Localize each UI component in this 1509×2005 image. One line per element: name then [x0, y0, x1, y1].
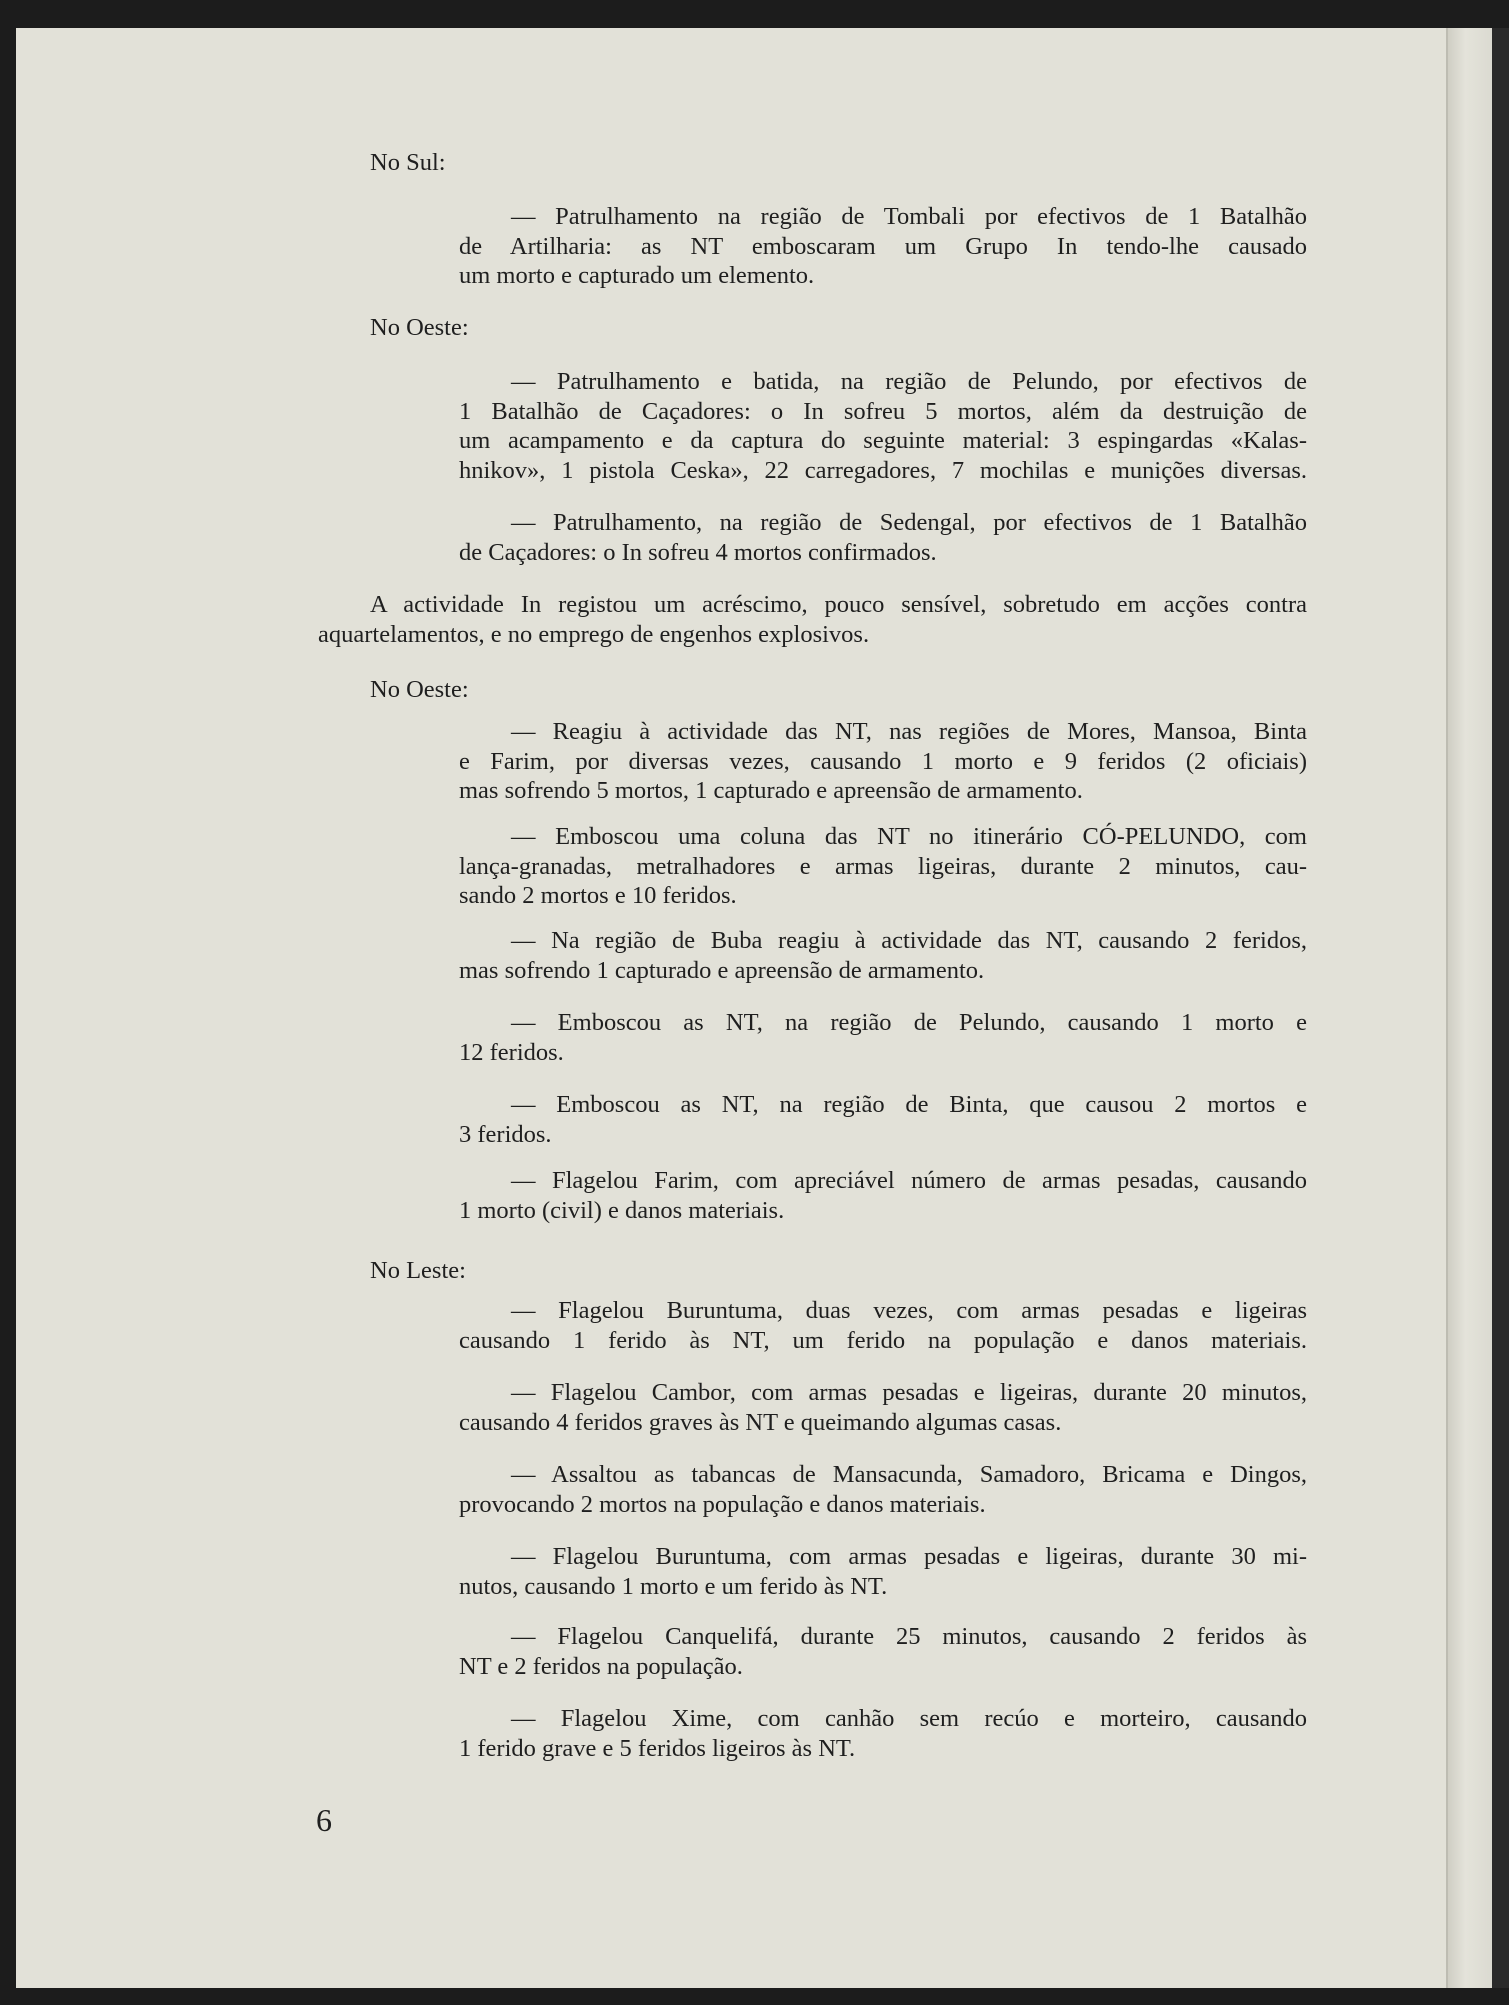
text-line: — Emboscou as NT, na região de Pelundo, causando 1 morto e: [511, 1009, 1307, 1036]
text-line: — Assaltou as tabancas de Mansacunda, Samadoro, Bricama e Dingos,: [511, 1461, 1307, 1488]
text-line: — Emboscou uma coluna das NT no itinerário CÓ-PELUNDO, com: [511, 823, 1307, 850]
text-line: 3 feridos.: [459, 1120, 552, 1148]
text-line: um morto e capturado um elemento.: [459, 262, 815, 289]
page-fold: [1446, 28, 1498, 1988]
heading-leste: No Leste:: [370, 1257, 466, 1284]
paragraph-buruntuma-1: [459, 1296, 1307, 1355]
heading-oeste-2: No Oeste:: [370, 676, 469, 703]
paragraph-cambor: [459, 1378, 1307, 1437]
text-line: mas sofrendo 5 mortos, 1 capturado e apreensão de armamento.: [459, 777, 1083, 804]
text-line: e Farim, por diversas vezes, causando 1 morto e 9 feridos (2 oficiais): [459, 747, 1307, 775]
text-line: de Artilharia: as NT emboscaram um Grupo In tendo-lhe causado: [459, 232, 1307, 260]
text-line: — Flagelou Canquelifá, durante 25 minutos, causando 2 feridos às: [511, 1623, 1307, 1650]
text-line: A actividade In registou um acréscimo, pouco sensível, sobretudo em acções contra: [370, 591, 1307, 618]
text-line: sando 2 mortos e 10 feridos.: [459, 882, 737, 909]
text-line: — Patrulhamento e batida, na região de Pelundo, por efectivos de: [511, 368, 1307, 395]
text-line: — Flagelou Farim, com apreciável número de armas pesadas, causando: [511, 1167, 1307, 1194]
paragraph-emboscou-pelundo: [459, 1008, 1307, 1067]
text-line: hnikov», 1 pistola Ceska», 22 carregadores, 7 mochilas e munições diversas.: [459, 456, 1307, 484]
heading-oeste-1: No Oeste:: [370, 314, 469, 341]
text-line: — Reagiu à actividade das NT, nas regiões de Mores, Mansoa, Binta: [511, 718, 1307, 745]
text-line: mas sofrendo 1 capturado e apreensão de armamento.: [459, 956, 985, 984]
paragraph-xime: [459, 1704, 1307, 1763]
text-line: provocando 2 mortos na população e danos materiais.: [459, 1490, 986, 1518]
text-line: lança-granadas, metralhadores e armas ligeiras, durante 2 minutos, cau-: [459, 852, 1307, 880]
heading-sul: No Sul:: [370, 149, 446, 176]
paragraph-pelundo: [459, 367, 1307, 485]
text-line: causando 1 ferido às NT, um ferido na população e danos materiais.: [459, 1326, 1307, 1354]
text-line: — Flagelou Xime, com canhão sem recúo e morteiro, causando: [511, 1705, 1307, 1732]
text-line: — Na região de Buba reagiu à actividade das NT, causando 2 feridos,: [511, 927, 1307, 954]
text-line: nutos, causando 1 morto e um ferido às NT.: [459, 1572, 888, 1600]
text-line: — Flagelou Cambor, com armas pesadas e ligeiras, durante 20 minutos,: [511, 1379, 1307, 1406]
paragraph-sedengal: [459, 508, 1307, 567]
paragraph-buruntuma-2: [459, 1542, 1307, 1601]
text-line: de Caçadores: o In sofreu 4 mortos confirmados.: [459, 538, 937, 566]
paragraph-buba: [459, 926, 1307, 985]
text-line: causando 4 feridos graves às NT e queimando algumas casas.: [459, 1408, 1062, 1436]
paragraph-emboscou-binta: [459, 1090, 1307, 1149]
scan-edge: [1492, 28, 1509, 1988]
text-line: — Flagelou Buruntuma, duas vezes, com armas pesadas e ligeiras: [511, 1297, 1307, 1324]
text-line: — Patrulhamento na região de Tombali por efectivos de 1 Batalhão: [511, 203, 1307, 230]
paragraph-actividade: [318, 590, 1307, 649]
paragraph-farim: [459, 1166, 1307, 1225]
text-line: — Flagelou Buruntuma, com armas pesadas e ligeiras, durante 30 mi-: [511, 1543, 1307, 1570]
paragraph-mansacunda: [459, 1460, 1307, 1519]
text-line: — Emboscou as NT, na região de Binta, que causou 2 mortos e: [511, 1091, 1307, 1118]
text-line: — Patrulhamento, na região de Sedengal, por efectivos de 1 Batalhão: [511, 509, 1307, 536]
text-line: um acampamento e da captura do seguinte material: 3 espingardas «Kalas-: [459, 427, 1307, 454]
paragraph-emboscou-coluna: [459, 822, 1307, 911]
page-number: 6: [316, 1802, 332, 1838]
text-line: 1 morto (civil) e danos materiais.: [459, 1196, 785, 1224]
text-line: NT e 2 feridos na população.: [459, 1652, 743, 1680]
paragraph-canquelifa: [459, 1622, 1307, 1681]
text-line: 12 feridos.: [459, 1038, 564, 1066]
text-line: 1 Batalhão de Caçadores: o In sofreu 5 mortos, além da destruição de: [459, 397, 1307, 425]
text-line: aquartelamentos, e no emprego de engenhos explosivos.: [318, 620, 870, 648]
paragraph-tombali: [459, 202, 1307, 291]
text-line: 1 ferido grave e 5 feridos ligeiros às NT.: [459, 1734, 856, 1762]
paragraph-reagiu: [459, 717, 1307, 806]
